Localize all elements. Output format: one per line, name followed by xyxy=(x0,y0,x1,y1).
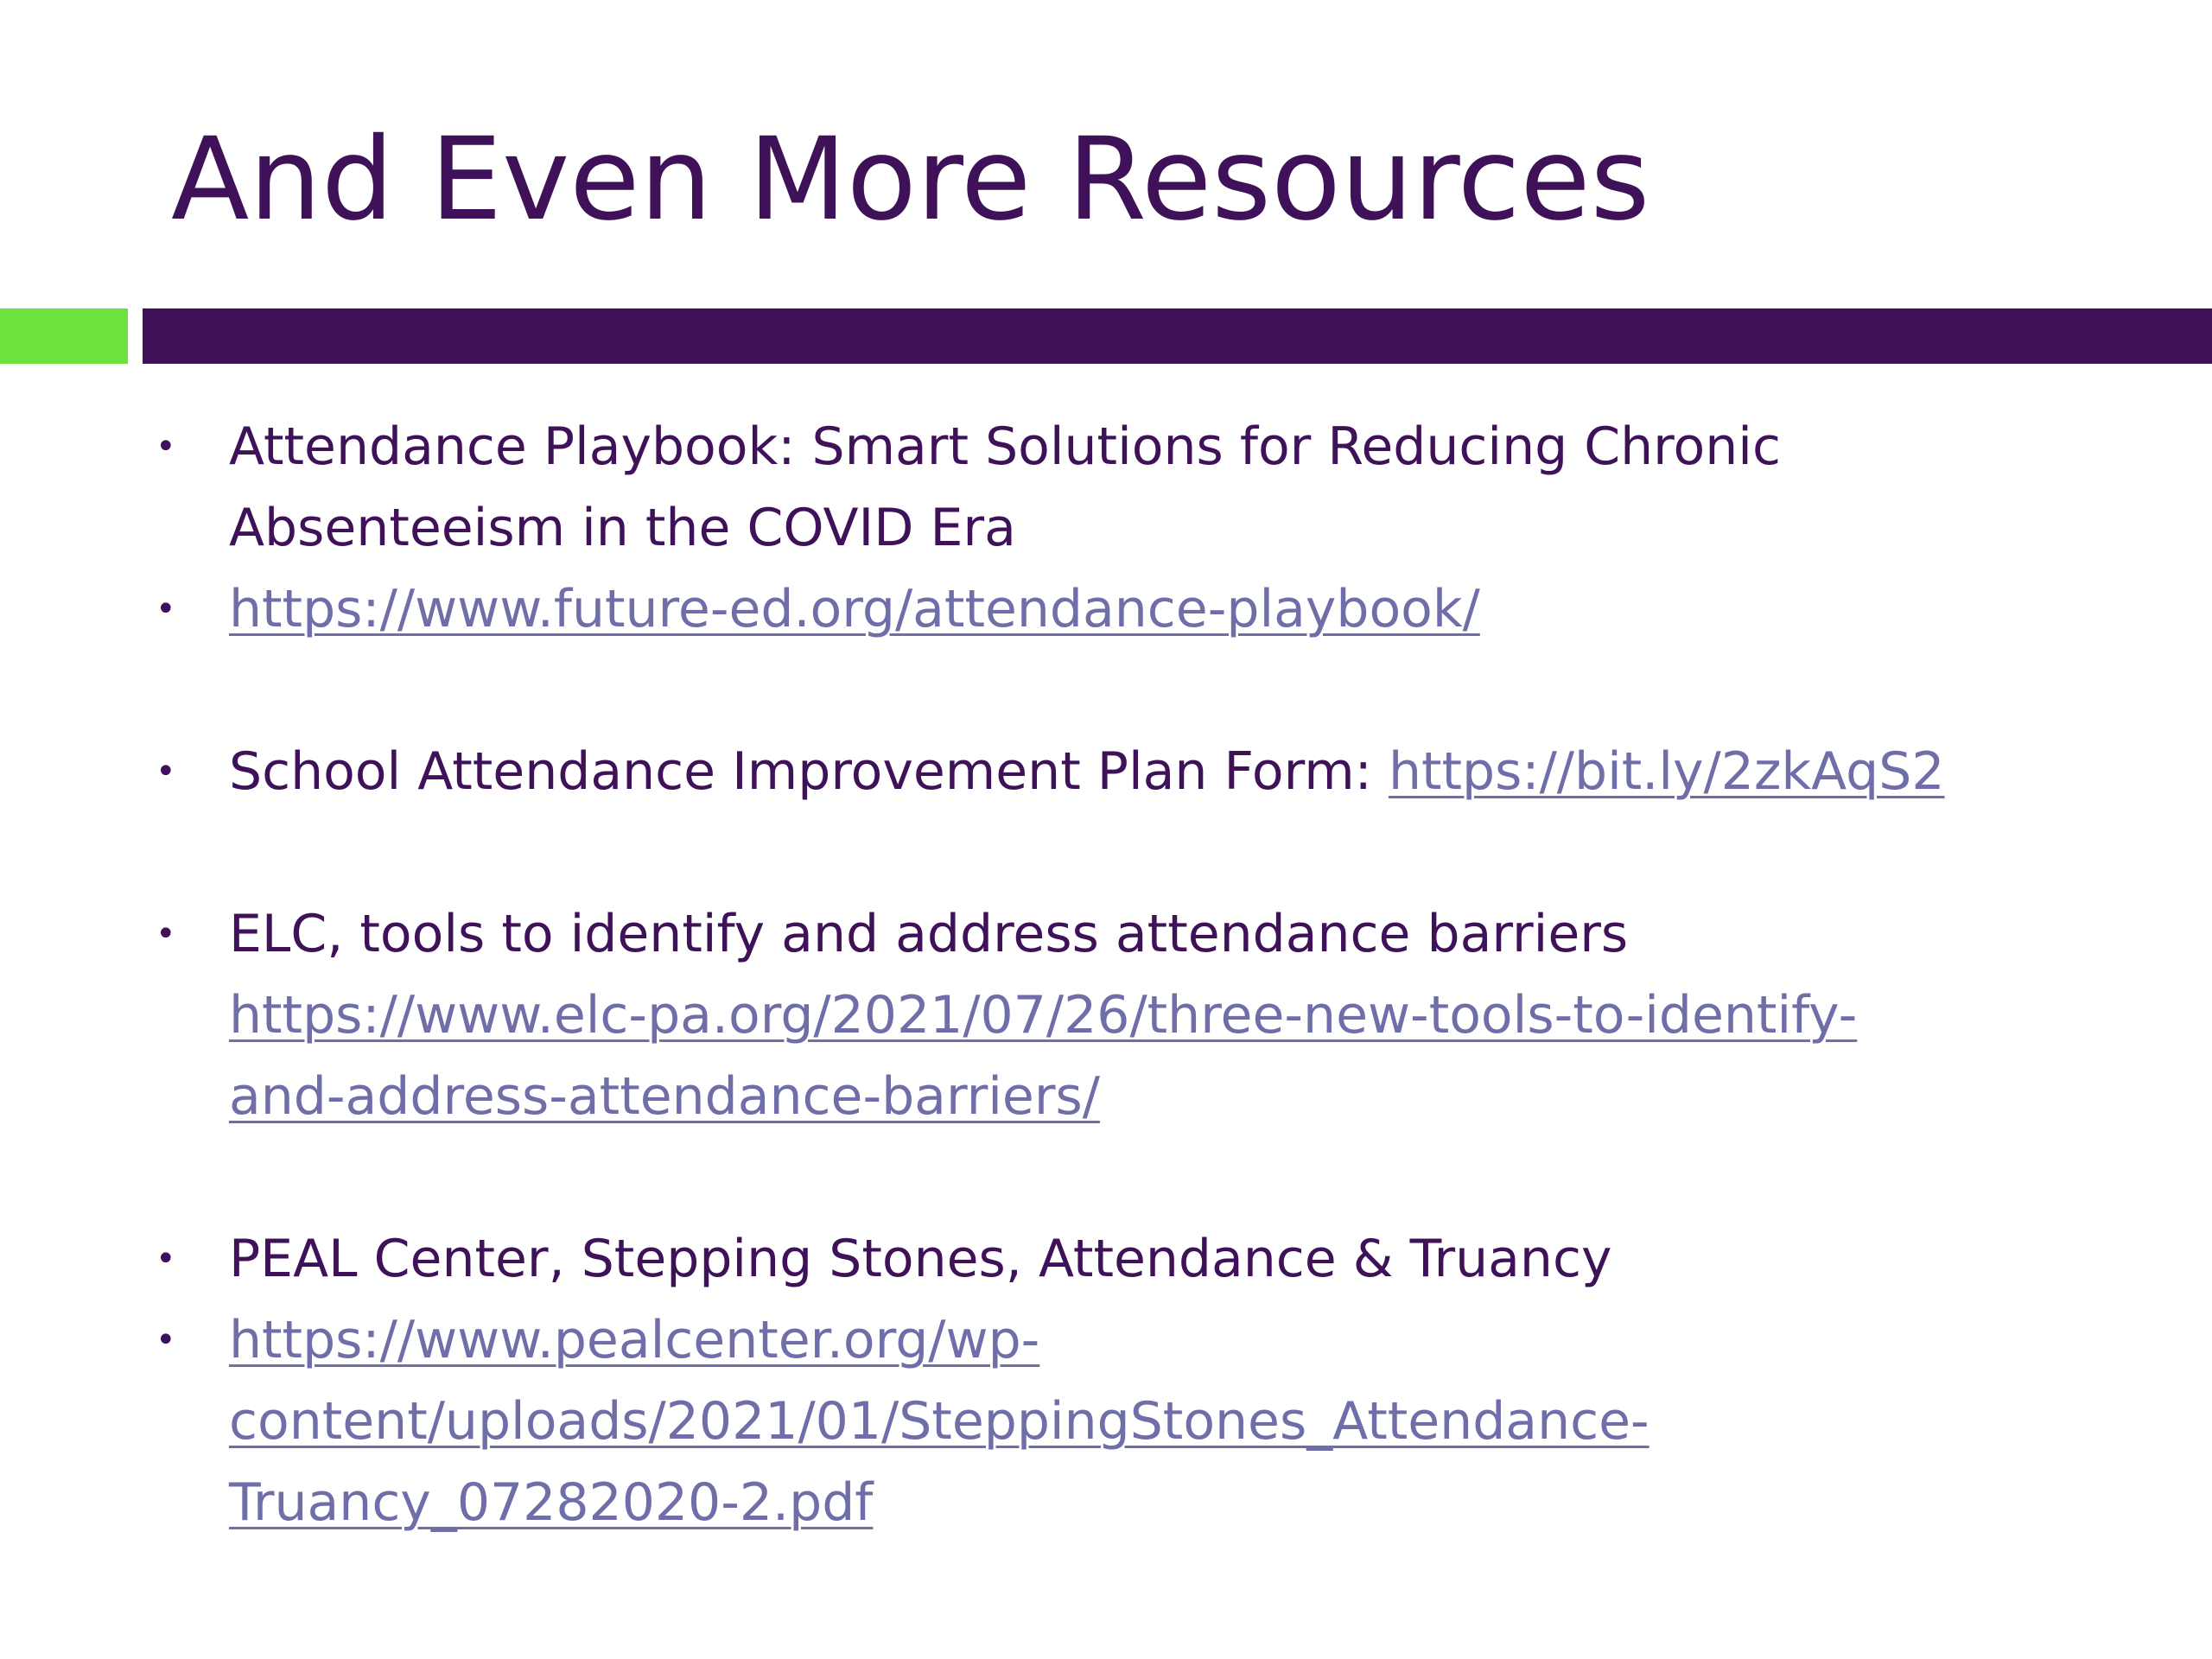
list-item xyxy=(156,569,2126,650)
accent-bar-purple xyxy=(143,308,2212,364)
slide-title: And Even More Resources xyxy=(171,113,1650,246)
resource-title: Attendance Playbook: Smart Solutions for Reducing Chronic xyxy=(229,416,1781,477)
list-item xyxy=(156,893,2126,975)
resource-title: ELC, tools to identify and address attendance barriers xyxy=(229,904,1629,964)
list-item-continuation xyxy=(156,487,2126,569)
bullet-icon: • xyxy=(156,1239,176,1279)
resource-link-continued[interactable]: Truancy_07282020-2.pdf xyxy=(229,1472,874,1533)
resource-link[interactable]: https://www.future-ed.org/attendance-playbook/ xyxy=(229,579,1480,639)
list-item xyxy=(156,406,2126,487)
list-item xyxy=(156,731,2126,812)
spacer xyxy=(156,812,2126,893)
resource-link-continued[interactable]: and-address-attendance-barriers/ xyxy=(229,1066,1100,1127)
resource-link[interactable]: https://www.pealcenter.org/wp- xyxy=(229,1310,1040,1370)
bullet-icon: • xyxy=(156,1320,176,1360)
spacer xyxy=(156,1137,2126,1218)
bullet-icon: • xyxy=(156,752,176,791)
accent-bar-green xyxy=(0,308,128,364)
list-item-continuation xyxy=(156,1381,2126,1462)
resource-link-continued[interactable]: content/uploads/2021/01/SteppingStones_Attendance- xyxy=(229,1391,1649,1452)
resource-label: School Attendance Improvement Plan Form: xyxy=(229,741,1389,802)
list-item-continuation xyxy=(156,975,2126,1056)
resource-list xyxy=(156,406,2126,1543)
resource-title-continued: Absenteeism in the COVID Era xyxy=(229,498,1016,558)
resource-link[interactable]: https://bit.ly/2zkAqS2 xyxy=(1388,741,1945,802)
resource-title: PEAL Center, Stepping Stones, Attendance & Truancy xyxy=(229,1229,1612,1289)
list-item xyxy=(156,1300,2126,1381)
spacer xyxy=(156,650,2126,731)
list-item-continuation xyxy=(156,1056,2126,1137)
bullet-icon: • xyxy=(156,427,176,467)
list-item xyxy=(156,1218,2126,1300)
bullet-icon: • xyxy=(156,914,176,954)
resource-link[interactable]: https://www.elc-pa.org/2021/07/26/three-new-tools-to-identify- xyxy=(229,985,1858,1046)
list-item-continuation xyxy=(156,1462,2126,1543)
bullet-icon: • xyxy=(156,589,176,629)
